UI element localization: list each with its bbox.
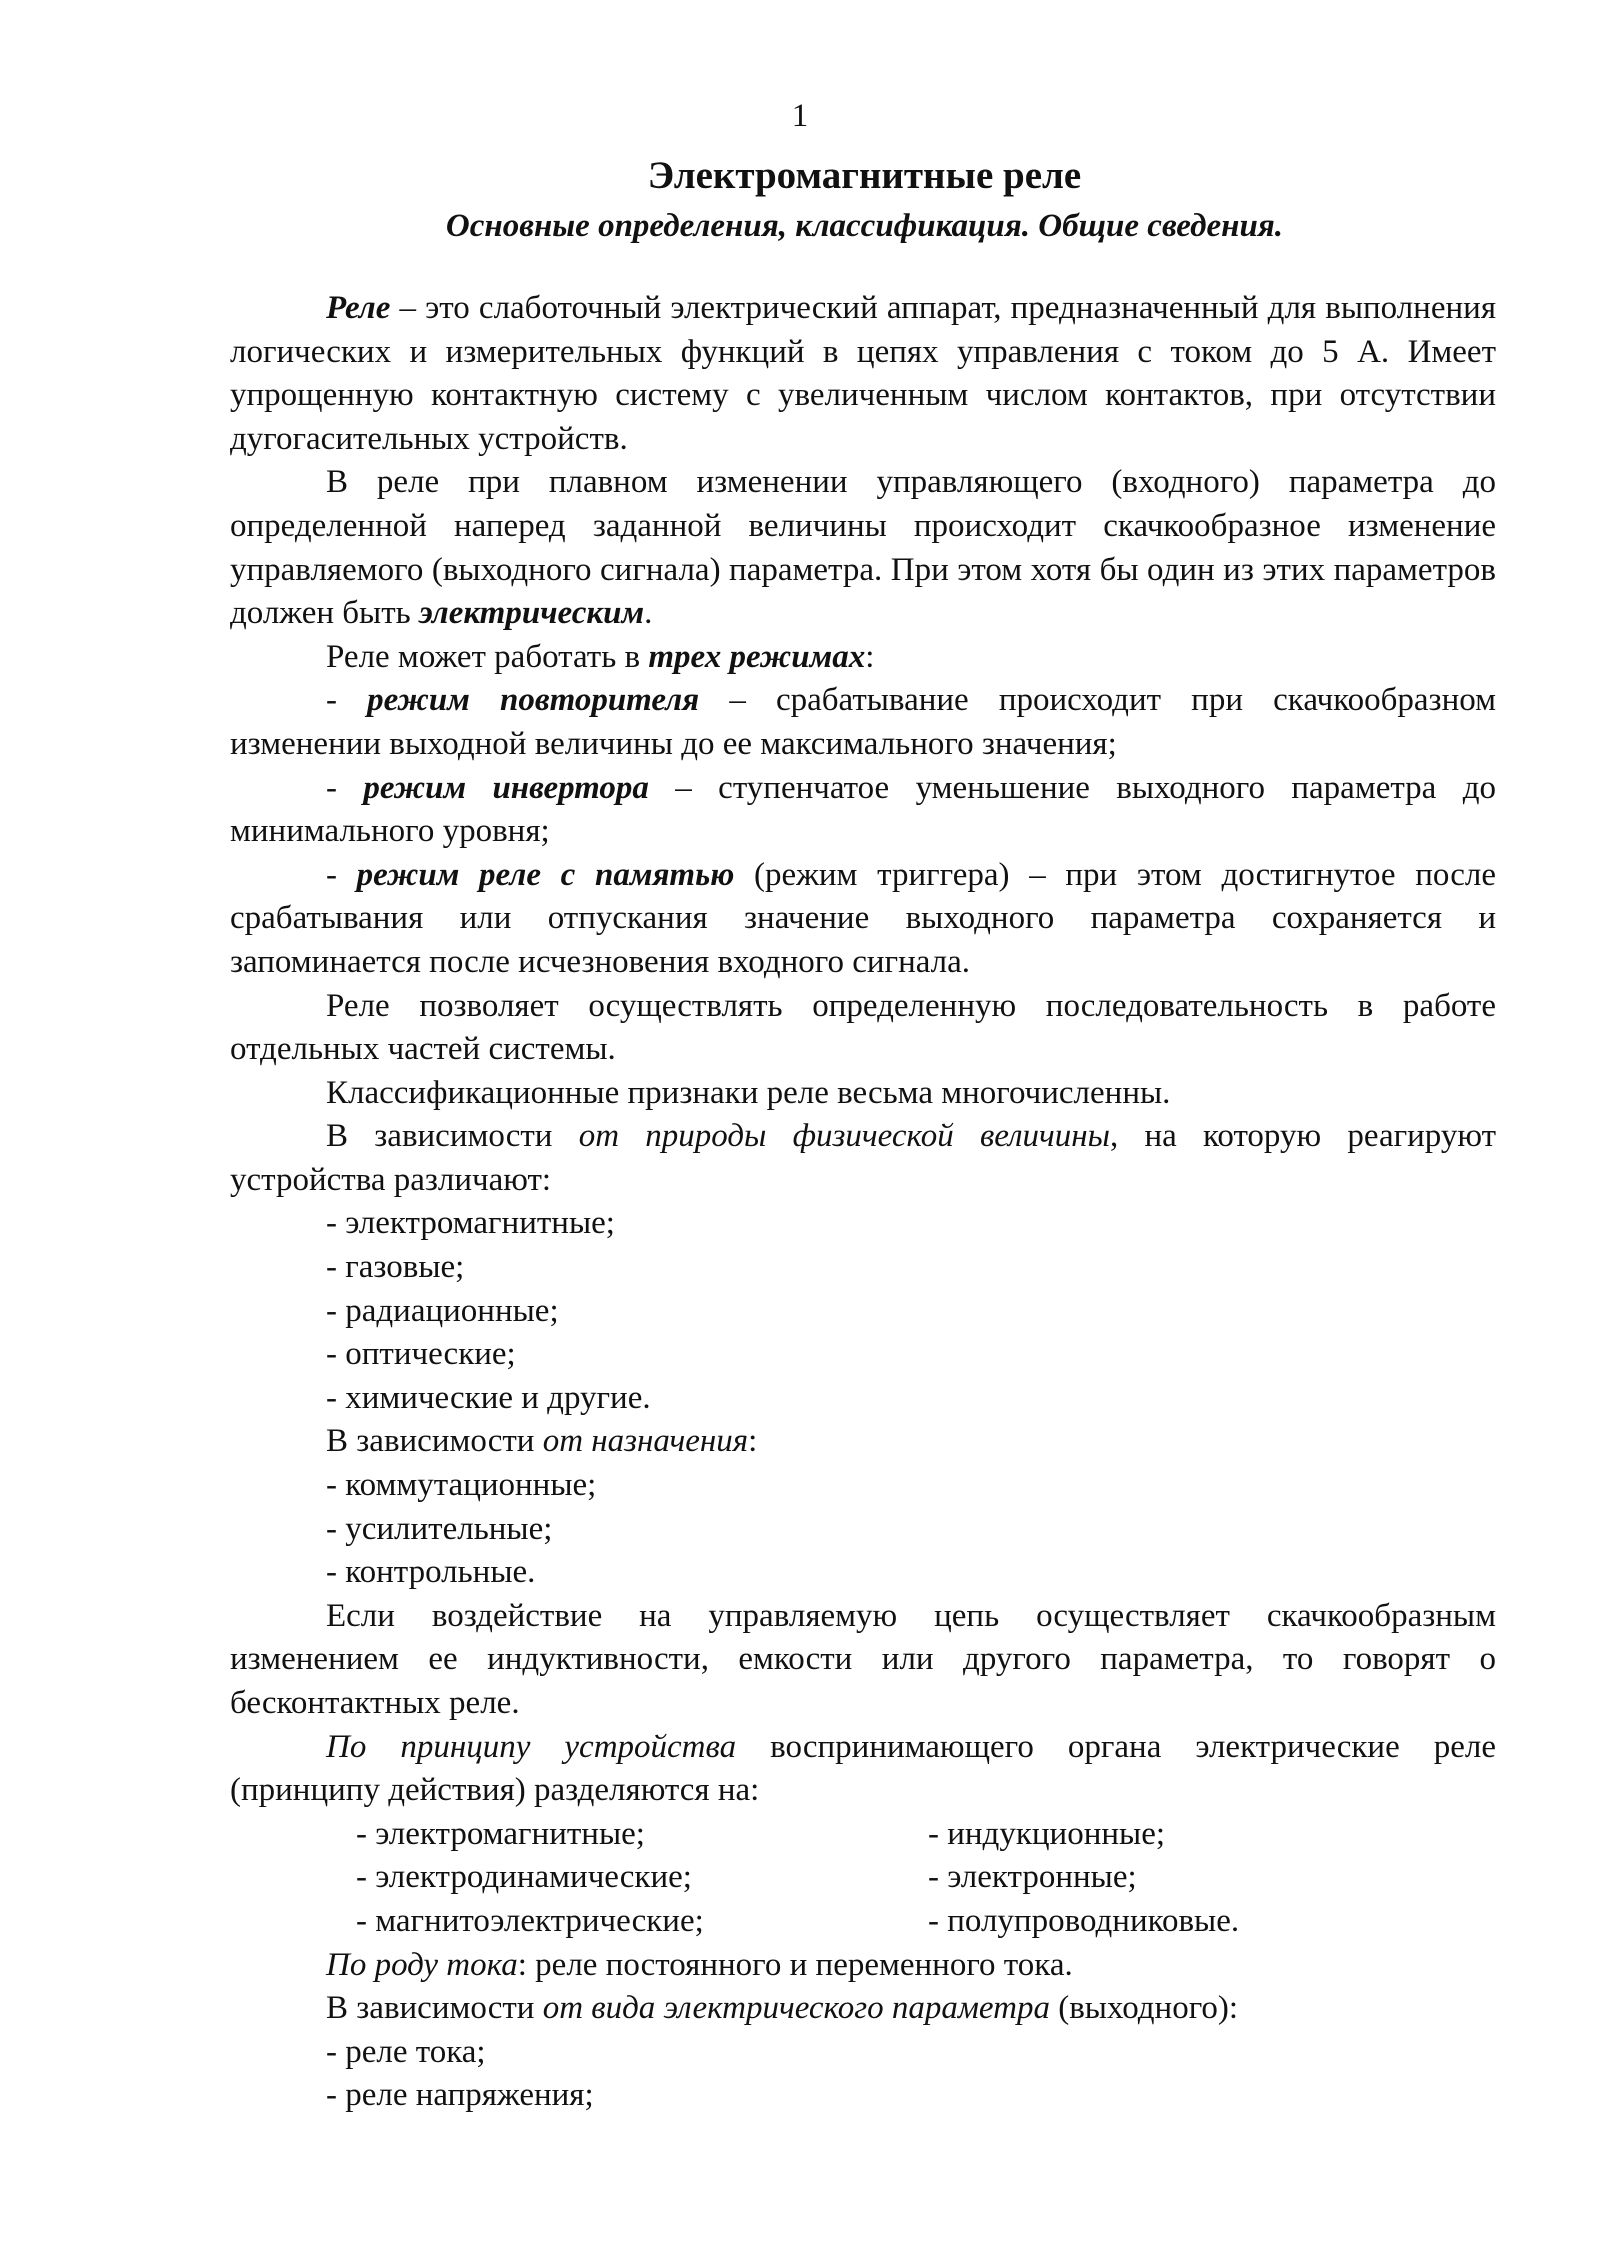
list-item-purpose: - усилительные; bbox=[326, 1510, 553, 1547]
repeater-mode-text: – срабатывание происходит при скачкообразном изменении выходной величины до ее максимального значения; bbox=[230, 682, 1496, 762]
principle-list-row bbox=[230, 1900, 1496, 1944]
output-parameter-text: (выходного): bbox=[1049, 1990, 1239, 2027]
list-dash: - bbox=[326, 682, 368, 719]
page-number: 1 bbox=[791, 98, 809, 134]
list-item-physical: - химические и другие. bbox=[326, 1379, 651, 1416]
modes-intro-text: Реле может работать в bbox=[326, 638, 649, 675]
mode-memory bbox=[230, 854, 1496, 985]
term-electric: электрическим bbox=[418, 595, 645, 632]
paragraph-modes-intro bbox=[230, 636, 1496, 680]
paragraph-principle bbox=[230, 1726, 1496, 1813]
paragraph-current-type bbox=[230, 1944, 1496, 1988]
paragraph-relay-definition bbox=[230, 287, 1496, 461]
memory-mode-text: (режим триггера) – при этом достигнутое после срабатывания или отпускания значение выходного параметра сохраняется и запоминается после исчезновения входного сигнала. bbox=[230, 856, 1496, 980]
document-title: Электромагнитные реле bbox=[647, 154, 1082, 197]
document-body bbox=[230, 287, 1496, 2118]
list-item-principle-right: - индукционные; bbox=[928, 1815, 1166, 1852]
principle-text: воспринимающего органа электрические реле (принципу действия) разделяются на: bbox=[230, 1728, 1497, 1809]
punctuation: : bbox=[865, 638, 875, 675]
physical-nature-text: , на которую реагируют устройства различают: bbox=[230, 1118, 1496, 1198]
term-memory-mode: режим реле с памятью bbox=[356, 856, 735, 893]
paragraph-classification: Классификационные признаки реле весьма многочисленны. bbox=[326, 1074, 1171, 1111]
term-purpose: от назначения bbox=[542, 1423, 749, 1460]
list-dash: - bbox=[326, 769, 364, 806]
list-item-physical: - электромагнитные; bbox=[326, 1205, 615, 1242]
list-dash: - bbox=[326, 856, 357, 893]
principle-list-row bbox=[230, 1856, 1496, 1900]
punctuation: : bbox=[748, 1423, 758, 1460]
document-subtitle: Основные определения, классификация. Общие сведения. bbox=[445, 208, 1284, 244]
list-item-principle-right: - электронные; bbox=[928, 1859, 1137, 1896]
term-repeater-mode: режим повторителя bbox=[367, 682, 700, 719]
list-item-physical: - радиационные; bbox=[326, 1292, 559, 1329]
mode-repeater bbox=[230, 679, 1496, 766]
list-item-principle-left: - магнитоэлектрические; bbox=[356, 1902, 704, 1939]
term-principle: По принципу устройства bbox=[326, 1728, 737, 1765]
purpose-lead: В зависимости bbox=[326, 1423, 543, 1460]
paragraph-relay-behavior bbox=[230, 461, 1496, 635]
list-item-output: - реле тока; bbox=[326, 2033, 486, 2070]
relay-definition-text: – это слаботочный электрический аппарат, предназначенный для выполнения логических и измерительных функций в цепях управления с током до 5 А. Имеет упрощенную контактную систему с увеличенным числом контактов, при отсутствии дугогасительных устройств. bbox=[230, 290, 1496, 457]
term-current-type: По роду тока bbox=[326, 1946, 518, 1983]
inverter-mode-text: – ступенчатое уменьшение выходного параметра до минимального уровня; bbox=[230, 769, 1496, 850]
list-item-principle-right: - полупроводниковые. bbox=[928, 1902, 1240, 1939]
paragraph-purpose bbox=[230, 1420, 1496, 1464]
list-item-principle-left: - электродинамические; bbox=[356, 1859, 692, 1896]
list-item-physical: - газовые; bbox=[326, 1249, 465, 1286]
list-item-principle-left: - электромагнитные; bbox=[356, 1815, 645, 1852]
list-item-physical: - оптические; bbox=[326, 1336, 516, 1373]
punctuation: . bbox=[644, 595, 653, 632]
term-inverter-mode: режим инвертора bbox=[363, 769, 649, 806]
term-relay: Реле bbox=[326, 290, 391, 326]
term-physical-nature: от природы физической величины bbox=[578, 1118, 1110, 1155]
list-item-purpose: - контрольные. bbox=[326, 1554, 536, 1591]
term-output-parameter: от вида электрического параметра bbox=[542, 1990, 1050, 2027]
paragraph-physical-nature bbox=[230, 1115, 1496, 1202]
term-three-modes: трех режимах bbox=[648, 638, 866, 675]
relay-behavior-text: В реле при плавном изменении управляющего (входного) параметра до определенной наперед заданной величины происходит скачкообразное изменение управляемого (выходного сигнала) параметра. При этом хотя бы один из этих параметров должен быть bbox=[230, 464, 1496, 632]
physical-nature-lead: В зависимости bbox=[326, 1118, 579, 1155]
mode-inverter bbox=[230, 767, 1496, 854]
list-item-output: - реле напряжения; bbox=[326, 2077, 594, 2114]
paragraph-output-parameter bbox=[230, 1987, 1496, 2031]
principle-list-row bbox=[230, 1813, 1496, 1857]
list-item-purpose: - коммутационные; bbox=[326, 1467, 597, 1504]
paragraph-contactless: Если воздействие на управляемую цепь осуществляет скачкообразным изменением ее индуктивности, емкости или другого параметра, то говорят о бесконтактных реле. bbox=[230, 1597, 1496, 1721]
paragraph-sequence: Реле позволяет осуществлять определенную последовательность в работе отдельных частей системы. bbox=[230, 987, 1496, 1068]
current-type-text: : реле постоянного и переменного тока. bbox=[517, 1946, 1073, 1983]
output-parameter-lead: В зависимости bbox=[326, 1990, 543, 2027]
